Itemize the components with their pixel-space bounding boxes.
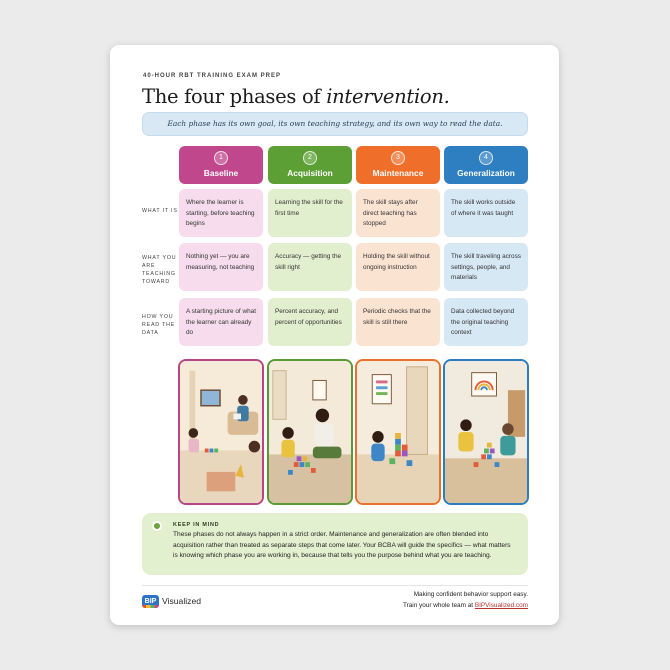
phase-name: Acquisition [287, 168, 333, 178]
worksheet-card [110, 45, 559, 625]
phase-name: Maintenance [372, 168, 424, 178]
phase-header-baseline [179, 146, 263, 184]
keep-in-mind-body: These phases do not always happen in a strict order. Maintenance and generalization are often blended into acquisition rather than treated as separate steps that come later. Your BCBA will guide the specifics — what matters is knowing which phase you are working in, because that tells you the purpose behind what you are teaching. [173, 531, 511, 559]
title-emphasis: intervention. [326, 85, 450, 108]
cell-acquisition-read-data: Percent accuracy, and percent of opportunities [268, 298, 352, 346]
phase-number-badge: 4 [479, 151, 493, 165]
cell-maintenance-what-it-is: The skill stays after direct teaching has stopped [356, 189, 440, 237]
cell-maintenance-teaching-toward: Holding the skill without ongoing instruction [356, 243, 440, 291]
cell-generalization-teaching-toward: The skill traveling across settings, people, and materials [444, 243, 528, 291]
logo-wordmark: Visualized [162, 596, 202, 606]
row-label-read-data: HOW YOU READ THE DATA [142, 314, 176, 336]
phase-number-badge: 3 [391, 151, 405, 165]
website-link[interactable]: BIPVisualized.com [474, 601, 528, 609]
acquisition-scene-icon [267, 359, 353, 505]
generalization-scene-icon [443, 359, 529, 505]
logo-badge: BIP [142, 595, 159, 608]
cell-acquisition-teaching-toward: Accuracy — getting the skill right [268, 243, 352, 291]
footer-divider [142, 585, 528, 586]
phase-header-maintenance [356, 146, 440, 184]
cell-baseline-what-it-is: Where the learner is starting, before teaching begins [179, 189, 263, 237]
info-dot-icon [152, 521, 162, 531]
cell-baseline-teaching-toward: Nothing yet — you are measuring, not teaching [179, 243, 263, 291]
subtitle-banner: Each phase has its own goal, its own teaching strategy, and its own way to read the data. [142, 112, 528, 136]
cell-baseline-read-data: A starting picture of what the learner can already do [179, 298, 263, 346]
row-label-teaching-toward: WHAT YOU ARE TEACHING TOWARD [142, 255, 177, 285]
cell-generalization-what-it-is: The skill works outside of where it was taught [444, 189, 528, 237]
phase-header-generalization [444, 146, 528, 184]
row-label-what-it-is: WHAT IT IS [142, 208, 178, 214]
footer-cta-prefix: Train your whole team at [402, 601, 475, 609]
keep-in-mind-panel [142, 513, 528, 575]
title-main: The four phases of [142, 85, 327, 108]
maintenance-scene-icon [355, 359, 441, 505]
page-title [142, 85, 450, 108]
cell-maintenance-read-data: Periodic checks that the skill is still there [356, 298, 440, 346]
phase-name: Generalization [457, 168, 515, 178]
keep-in-mind-heading: KEEP IN MIND [173, 522, 220, 528]
phase-number-badge: 1 [214, 151, 228, 165]
logo-stripe-icon [142, 605, 159, 608]
phase-header-acquisition [268, 146, 352, 184]
cell-acquisition-what-it-is: Learning the skill for the first time [268, 189, 352, 237]
phase-name: Baseline [203, 168, 239, 178]
baseline-scene-icon [178, 359, 264, 505]
footer-cta [403, 590, 528, 611]
cell-generalization-read-data: Data collected beyond the original teaching context [444, 298, 528, 346]
footer-cta-line [403, 601, 528, 612]
phase-number-badge: 2 [303, 151, 317, 165]
footer-tagline: Making confident behavior support easy. [413, 591, 528, 598]
eyebrow-label: 40-HOUR RBT TRAINING EXAM PREP [143, 73, 282, 79]
